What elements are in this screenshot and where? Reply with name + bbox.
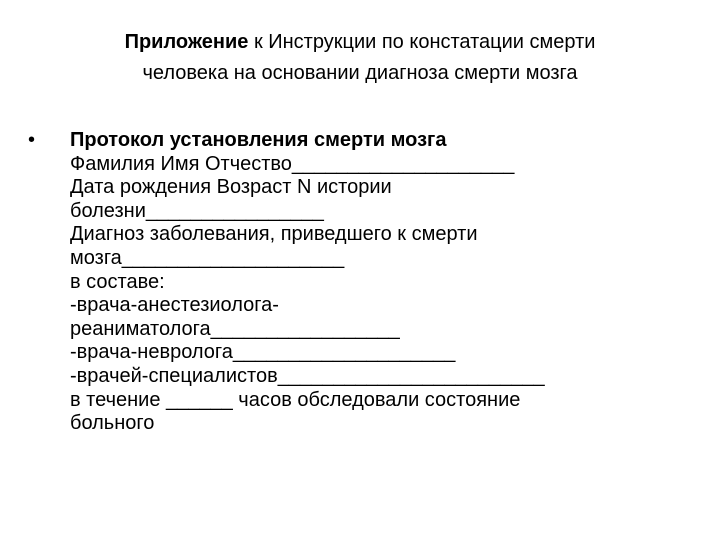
protocol-line-case-history: болезни________________ bbox=[70, 199, 324, 222]
protocol-line-anesthesiologist: -врача-анестезиолога- bbox=[70, 294, 279, 317]
title-line-1 bbox=[40, 27, 680, 58]
protocol-line-diagnosis: Диагноз заболевания, приведшего к смерти bbox=[70, 223, 478, 246]
protocol-line-patient: больного bbox=[70, 412, 155, 435]
protocol-line-duration: в течение ______ часов обследовали состояние bbox=[70, 388, 521, 411]
slide-title bbox=[40, 27, 680, 89]
protocol-line-resuscitator: реаниматолога_________________ bbox=[70, 317, 400, 340]
protocol-line-brain: мозга____________________ bbox=[70, 246, 345, 269]
protocol-line-composition: в составе: bbox=[70, 270, 165, 293]
protocol-line-birth-date: Дата рождения Возраст N истории bbox=[70, 176, 392, 199]
protocol-heading: Протокол установления смерти мозга bbox=[70, 129, 447, 151]
protocol-block bbox=[28, 129, 680, 436]
bullet-icon: • bbox=[28, 129, 36, 151]
protocol-line-full-name: Фамилия Имя Отчество____________________ bbox=[70, 152, 515, 175]
protocol-line-specialists: -врачей-специалистов________________________ bbox=[70, 364, 545, 387]
title-line-1-rest: к Инструкции по констатации смерти bbox=[248, 31, 596, 53]
title-line-2: человека на основании диагноза смерти мозга bbox=[142, 62, 578, 84]
title-bold-word: Приложение bbox=[124, 31, 249, 53]
protocol-line-neurologist: -врача-невролога____________________ bbox=[70, 341, 456, 364]
